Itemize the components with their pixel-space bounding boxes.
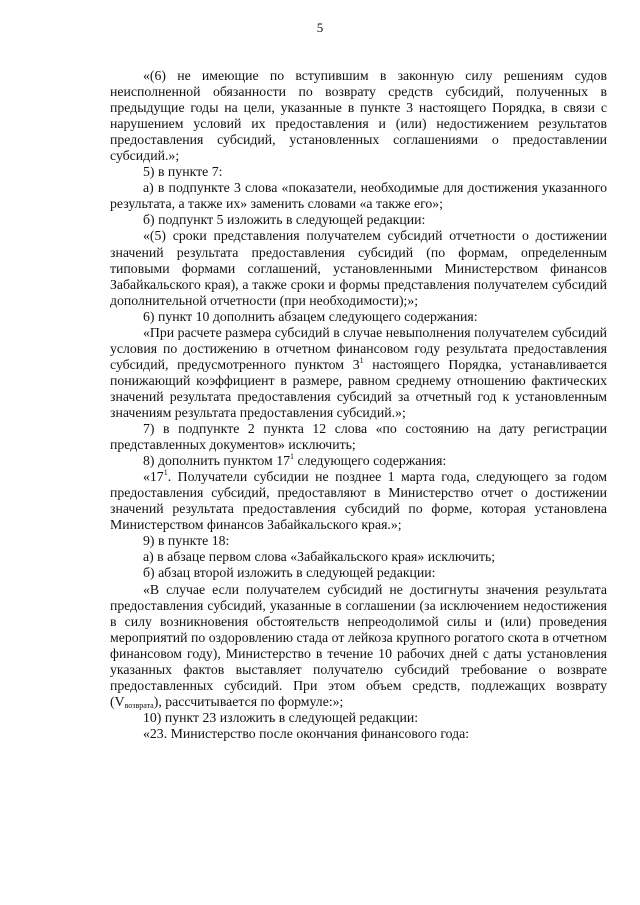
paragraph-1: «(6) не имеющие по вступившим в законную силу решениям судов неисполненной обязанности по возврату средств субсидий, полученных в предыдущие годы на цели, указанные в пункте 3 настоящего Порядка, в связи с нарушением условий их предоставления и (или) недостижением результатов предоставления субсидий, установленных соглашениями о предоставлении субсидий.»; <box>110 68 607 164</box>
paragraph-14 <box>110 582 607 710</box>
superscript: 1 <box>163 468 168 478</box>
paragraph-13: б) абзац второй изложить в следующей редакции: <box>143 565 436 581</box>
paragraph-14-text-b: ), рассчитывается по формуле:»; <box>153 693 344 709</box>
paragraph-3: а) в подпункте 3 слова «показатели, необходимые для достижения указанного результата, а также их» заменить словами «а также его»; <box>110 180 607 212</box>
paragraph-11: 9) в пункте 18: <box>143 533 230 549</box>
paragraph-10 <box>110 469 607 533</box>
paragraph-14-text-a: «В случае если получателем субсидий не достигнуты значения результата предоставления субсидий, указанные в соглашении (за исключением недостижения в силу возникновения обстоятельств непреодолимой силы и (или) проведения мероприятий по оздоровлению стада от лейкоза крупного рогатого скота в отчетном финансовом году), Министерство в течение 10 рабочих дней с даты установления указанных фактов выставляет получателю субсидий требование о возврате предоставленных субсидий. При этом объем средств, подлежащих возврату (V <box>110 581 607 709</box>
paragraph-8: 7) в подпункте 2 пункта 12 слова «по состоянию на дату регистрации представленных документов» исключить; <box>110 421 607 453</box>
paragraph-7-text-a: «При расчете размера субсидий в случае невыполнения получателем субсидий условия по достижению в отчетном финансовом году результата предоставления субсидий, предусмотренного пунктом 3 <box>110 324 607 372</box>
paragraph-10-text-a: «17 <box>143 469 164 485</box>
document-body <box>110 68 607 742</box>
subscript: возврата <box>124 700 154 710</box>
paragraph-6: 6) пункт 10 дополнить абзацем следующего содержания: <box>143 308 478 324</box>
paragraph-9 <box>110 453 607 469</box>
paragraph-5: «(5) сроки представления получателем субсидий отчетности о достижении значений результата предоставления субсидий (по формам, определенным типовыми формами соглашений, установленными Министерством финансов Забайкальского края), а также сроки и формы представления получателем субсидий дополнительной отчетности (при необходимости);»; <box>110 228 607 308</box>
paragraph-7-text-b: настоящего Порядка, устанавливается понижающий коэффициент в размере, равном среднему отношению фактических значений результата предоставления субсидий за отчетный год к установленным значениям результата предоставления субсидий.»; <box>110 356 607 420</box>
paragraph-10-text-b: . Получатели субсидии не позднее 1 марта года, следующего за годом предоставления субсидий, предоставляют в Министерство отчет о достижении значений результата предоставления субсидий по форме, которая установлена Министерством финансов Забайкальского края.»; <box>110 469 607 533</box>
paragraph-7 <box>110 325 607 421</box>
superscript: 1 <box>290 452 295 462</box>
paragraph-15: 10) пункт 23 изложить в следующей редакции: <box>143 709 419 725</box>
superscript: 1 <box>359 355 364 365</box>
paragraph-4: б) подпункт 5 изложить в следующей редакции: <box>143 212 426 228</box>
paragraph-2: 5) в пункте 7: <box>143 164 223 180</box>
paragraph-9-text-a: 8) дополнить пунктом 17 <box>143 453 291 469</box>
paragraph-9-text-b: следующего содержания: <box>294 453 447 469</box>
paragraph-16: «23. Министерство после окончания финансового года: <box>143 725 470 741</box>
page-number: 5 <box>316 20 324 35</box>
paragraph-12: а) в абзаце первом слова «Забайкальского края» исключить; <box>143 549 496 565</box>
